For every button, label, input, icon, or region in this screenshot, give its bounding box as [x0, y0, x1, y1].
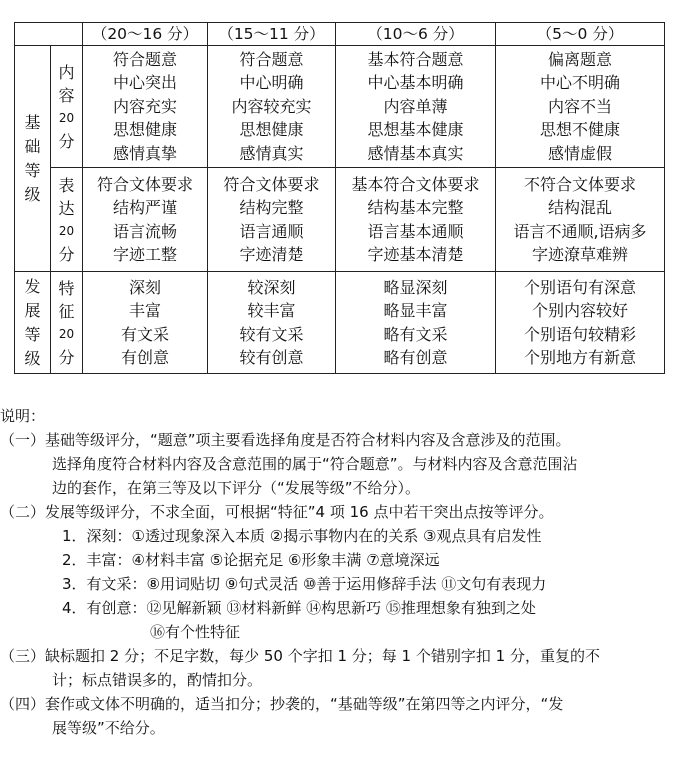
note-line: 选择角度符合材料内容及含意范围的属于“符合题意”。与材料内容及含意范围沾	[52, 455, 578, 473]
note-line: （三）缺标题扣 2 分；不足字数，每少 50 个字扣 1 分；每 1 个错别字扣 1 分，重复的不	[0, 647, 600, 665]
note-line: （四）套作或文体不明确的，适当扣分；抄袭的，“基础等级”在第四等之内评分，“发	[0, 695, 564, 713]
cell-text-line: 丰富	[128, 301, 161, 320]
note-line: （一）基础等级评分，“题意”项主要看选择角度是否符合材料内容及含意涉及的范围。	[0, 431, 571, 449]
cell-text-line: 结构基本完整	[367, 198, 464, 217]
expression-cell-grade-4	[496, 168, 665, 272]
cell-text-line: 思想健康	[239, 120, 304, 140]
header-row	[15, 23, 665, 46]
feature-cell-grade-3	[336, 272, 496, 374]
cell-text-line: 偏离题意	[547, 49, 612, 69]
feature-cell-grade-4	[496, 272, 665, 374]
note-line: 边的套作，在第三等及以下评分（“发展等级”不给分）。	[52, 479, 421, 497]
cell-text-line: 符合文体要求	[96, 174, 193, 194]
cell-text-line: 达	[58, 198, 75, 218]
cell-text-line: 20	[58, 110, 75, 125]
cell-text-line: 特	[58, 278, 75, 298]
cell-text-line: 字迹清楚	[239, 245, 304, 264]
feature-cell-grade-1	[83, 272, 208, 374]
cell-text-line: 符合题意	[112, 49, 177, 69]
feature-row	[15, 272, 665, 374]
cell-text-line: 略有文采	[383, 324, 448, 344]
note-line: 2．丰富：④材料丰富 ⑤论据充足 ⑥形象丰满 ⑦意境深远	[62, 551, 440, 569]
grading-table-wrap	[14, 22, 664, 374]
note-line: 1．深刻：①透过现象深入本质 ②揭示事物内在的关系 ③观点具有启发性	[62, 527, 542, 545]
cell-text-line: 较有文采	[239, 324, 304, 344]
cell-text-line: 思想健康	[112, 120, 177, 140]
expression-cell-grade-1	[83, 168, 208, 272]
cell-text-line: 有文采	[120, 324, 169, 344]
cell-text-line: 较深刻	[247, 277, 296, 297]
header-grade-3: （10～6 分）	[336, 23, 496, 46]
cell-text-line: 深刻	[128, 277, 161, 297]
cell-text-line: 个别语句较精彩	[523, 324, 636, 344]
cell-text-line: 基本符合题意	[367, 49, 464, 69]
content-cell-grade-4	[496, 46, 665, 168]
header-grade-4: （5～0 分）	[496, 23, 665, 46]
cell-text-line: 内容不当	[547, 96, 612, 116]
cell-text-line: 较丰富	[247, 301, 296, 320]
header-grade-1: （20～16 分）	[83, 23, 208, 46]
cell-text-line: 略显深刻	[383, 277, 448, 297]
cell-text-line: 字迹基本清楚	[367, 245, 464, 264]
cell-text-line: 内容较充实	[231, 96, 312, 116]
cell-text-line: 符合文体要求	[223, 174, 320, 194]
content-row	[15, 46, 665, 168]
expression-cell-grade-2	[208, 168, 336, 272]
cell-text-line: 分	[58, 131, 75, 151]
cell-text-line: 中心不明确	[539, 73, 620, 93]
cell-text-line: 感情基本真实	[367, 143, 464, 163]
cell-text-line: 字迹潦草难辨	[531, 245, 628, 264]
cell-text-line: 语言通顺	[239, 221, 304, 241]
cell-text-line: 个别内容较好	[531, 301, 628, 320]
note-line: ⑯有个性特征	[150, 623, 241, 641]
note-line: （二）发展等级评分，不求全面，可根据“特征”4 项 16 点中若干突出点按等评分。	[0, 503, 554, 521]
cell-text-line: 有创意	[120, 348, 169, 367]
basic-level-label	[15, 46, 51, 272]
cell-text-line: 20	[58, 326, 75, 341]
content-sub-label	[51, 46, 83, 168]
feature-sub-label	[51, 272, 83, 374]
cell-text-line: 感情真挚	[112, 143, 177, 163]
note-line: 计；标点错误多的，酌情扣分。	[52, 671, 263, 689]
cell-text-line: 中心明确	[239, 73, 304, 93]
cell-text-line: 个别语句有深意	[523, 277, 636, 297]
content-cell-grade-3	[336, 46, 496, 168]
cell-text-line: 思想不健康	[539, 120, 620, 140]
cell-text-line: 内容充实	[112, 96, 177, 116]
cell-text-line: 字迹工整	[112, 245, 177, 264]
cell-text-line: 内	[58, 62, 75, 82]
content-cell-grade-1	[83, 46, 208, 168]
feature-cell-grade-2	[208, 272, 336, 374]
grading-table	[14, 22, 665, 374]
notes-section	[0, 404, 690, 740]
header-corner	[15, 23, 83, 46]
cell-text-line: 20	[58, 223, 75, 238]
cell-text-line: 感情虚假	[547, 143, 612, 163]
cell-text-line: 中心突出	[112, 73, 177, 93]
cell-text-line: 级	[24, 184, 41, 204]
cell-text-line: 等	[24, 160, 41, 180]
cell-text-line: 分	[58, 244, 75, 264]
cell-text-line: 内容单薄	[383, 96, 448, 116]
cell-text-line: 中心基本明确	[367, 73, 464, 93]
content-cell-grade-2	[208, 46, 336, 168]
cell-text-line: 等	[24, 324, 41, 344]
header-grade-2: （15～11 分）	[208, 23, 336, 46]
cell-text-line: 分	[58, 347, 75, 367]
cell-text-line: 征	[58, 301, 75, 321]
expression-cell-grade-3	[336, 168, 496, 272]
note-line: 4．有创意：⑫见解新颖 ⑬材料新鲜 ⑭构思新巧 ⑮推理想象有独到之处	[62, 599, 536, 617]
cell-text-line: 展	[24, 300, 41, 320]
cell-text-line: 语言基本通顺	[367, 221, 464, 241]
cell-text-line: 结构完整	[239, 198, 304, 217]
cell-text-line: 发	[24, 276, 41, 296]
cell-text-line: 结构严谨	[112, 198, 177, 217]
expression-row	[15, 168, 665, 272]
cell-text-line: 结构混乱	[547, 198, 612, 217]
notes-heading: 说明：	[0, 407, 46, 425]
cell-text-line: 基	[24, 112, 41, 132]
cell-text-line: 表	[58, 175, 75, 195]
cell-text-line: 略显丰富	[383, 301, 448, 320]
cell-text-line: 个别地方有新意	[523, 348, 636, 367]
cell-text-line: 语言流畅	[112, 221, 177, 241]
cell-text-line: 基本符合文体要求	[351, 174, 480, 194]
note-line: 3．有文采：⑧用词贴切 ⑨句式灵活 ⑩善于运用修辞手法 ⑪文句有表现力	[62, 575, 547, 593]
cell-text-line: 略有创意	[383, 348, 448, 367]
cell-text-line: 级	[24, 348, 41, 368]
cell-text-line: 思想基本健康	[367, 120, 464, 140]
expression-sub-label	[51, 168, 83, 272]
cell-text-line: 符合题意	[239, 49, 304, 69]
cell-text-line: 较有创意	[239, 348, 304, 367]
note-line: 展等级”不给分。	[52, 719, 165, 737]
cell-text-line: 感情真实	[239, 143, 304, 163]
cell-text-line: 不符合文体要求	[523, 174, 636, 194]
cell-text-line: 语言不通顺,语病多	[513, 221, 647, 241]
development-level-label	[15, 272, 51, 374]
cell-text-line: 容	[58, 85, 75, 105]
cell-text-line: 础	[24, 136, 41, 156]
